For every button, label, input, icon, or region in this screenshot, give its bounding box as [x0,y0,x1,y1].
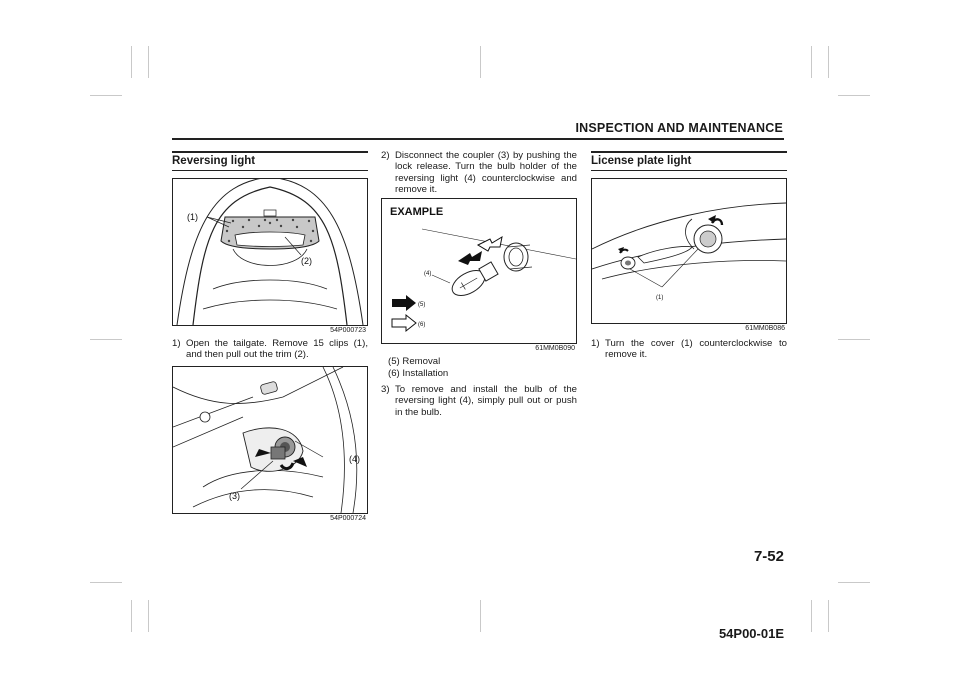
coupler-figure [172,366,368,514]
section-header: INSPECTION AND MAINTENANCE [575,121,783,135]
step-number: 3) [381,384,390,395]
figure-id-54P000723: 54P000723 [330,327,366,334]
step-text: Open the tailgate. Remove 15 clips (1), and then pull out the trim (2). [186,338,368,361]
tailgate-illustration [173,179,367,325]
figure-id-61MM0B090: 61MM0B090 [535,345,575,352]
coupler-illustration [173,367,367,513]
bulb-illustration [382,199,576,343]
bulb-example-figure [381,198,577,344]
callout-3: (3) [229,491,240,501]
step-number: 1) [591,338,600,349]
reversing-step-3 [381,384,577,418]
header-rule [172,138,784,140]
reversing-light-title: Reversing light [172,155,256,167]
example-label: EXAMPLE [390,206,444,218]
page-number: 7-52 [753,548,784,565]
legend-removal: (5) Removal [388,356,441,367]
license-step-1 [591,338,787,361]
license-light-title: License plate light [591,155,692,167]
legend-6-arrow: (6) [418,322,426,328]
reversing-step-1 [172,338,368,361]
reversing-light-bottom-rule [172,170,368,171]
license-light-bottom-rule [591,170,787,171]
step-number: 2) [381,150,390,161]
step-text: Turn the cover (1) counterclockwise to remove it. [605,338,787,361]
legend-installation: (6) Installation [388,368,449,379]
callout-2: (2) [301,256,312,266]
license-light-top-rule [591,151,787,153]
figure-id-61MM0B086: 61MM0B086 [745,325,785,332]
figure-id-54P000724: 54P000724 [330,515,366,522]
step-number: 1) [172,338,181,349]
document-code: 54P00-01E [718,626,784,641]
callout-4-bulb: (4) [424,271,432,277]
license-light-figure [591,178,787,324]
reversing-step-2 [381,150,577,195]
callout-1-license: (1) [656,295,664,301]
step-text: Disconnect the coupler (3) by pushing the lock release. Turn the bulb holder of the reversing light (4) counterclockwise and remove it. [395,150,577,195]
license-light-illustration [592,179,786,323]
callout-4: (4) [349,454,360,464]
legend-5-arrow: (5) [418,302,426,308]
callout-1: (1) [187,212,198,222]
reversing-light-top-rule [172,151,368,153]
step-text: To remove and install the bulb of the reversing light (4), simply pull out or push in the bulb. [395,384,577,418]
tailgate-trim-figure [172,178,368,326]
